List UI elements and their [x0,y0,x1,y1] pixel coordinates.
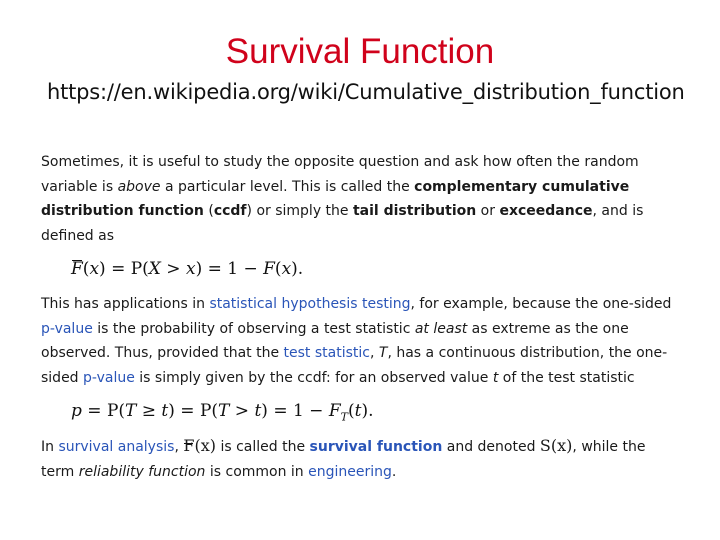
math-var: X [148,259,161,279]
math-text: ). [291,259,304,279]
math-text: ). [361,401,374,421]
formula-p-value [71,393,681,429]
term-survival-function[interactable]: survival function [309,439,443,455]
math-var: T [125,401,137,421]
inline-formula-fbar [183,436,216,455]
text: as extreme as the one observed. Thus, provided that the [41,320,629,361]
term-tail-distribution: tail distribution [352,203,477,219]
term-ccdf: complementary cumulative distribution function [41,178,630,219]
text: or [476,203,500,219]
math-var: T [218,401,230,421]
paragraph-definition [41,150,681,248]
text: ) or simply the [246,203,353,219]
term-exceedance: exceedance [499,203,593,219]
var-T: T [378,345,388,361]
math-var: x [89,259,100,279]
math-var: x [281,259,292,279]
text: of the test statistic [498,369,635,386]
text: , has a continuous distribution, the one-sided [41,345,668,386]
link-test-statistic[interactable]: test statistic [283,345,370,361]
math-text: ( [194,436,201,455]
emphasis-at-least: at least [414,320,468,337]
text: , [174,439,184,455]
link-survival-analysis[interactable]: survival analysis [58,439,175,455]
math-text: ) = P( [99,259,149,279]
emphasis-reliability-function: reliability function [78,463,206,480]
math-text: ( [347,401,355,421]
math-text: > [160,259,186,279]
link-p-value[interactable]: p-value [41,320,93,337]
formula-ccdf [71,251,681,287]
text: is simply given by the ccdf: for an observed value [134,369,493,386]
math-text: ( [274,259,282,279]
link-hypothesis-testing[interactable]: statistical hypothesis testing [209,296,411,312]
text: , while the term [41,439,646,480]
paragraph-survival [41,434,681,484]
emphasis-above: above [117,178,161,195]
f-bar-symbol: F [183,434,194,459]
paragraph-applications [41,292,681,390]
link-engineering[interactable]: engineering [308,463,392,480]
math-var: x [557,436,567,455]
math-var: F [263,259,275,279]
math-text: > [229,401,255,421]
text: is the probability of observing a test statistic [92,320,415,337]
math-text: ) [209,436,216,455]
var-t: t [492,369,499,386]
article-excerpt [41,150,681,484]
text: In [41,439,59,455]
math-var: t [354,401,362,421]
math-text: ) = 1 − [261,401,329,421]
text: a particular level. This is called the [160,178,415,195]
text: . [391,463,397,480]
text: , [369,345,379,361]
term-ccdf-abbr: ccdf [213,203,247,219]
text: is common in [205,463,309,480]
math-var: p [71,401,82,421]
link-p-value-2[interactable]: p-value [83,369,135,386]
text: This has applications in [41,296,210,312]
math-var: x [200,436,210,455]
math-text: ( [82,259,90,279]
math-var: t [161,401,169,421]
math-text: ( [550,436,558,455]
inline-formula-s [540,436,573,455]
math-text: ) = P( [168,401,219,421]
f-bar-symbol: F [71,251,83,287]
math-text: ) = 1 − [195,259,264,279]
math-text: ) [566,436,573,455]
math-subscript: T [340,410,348,424]
math-var: S [539,436,551,455]
text: ( [203,203,214,219]
math-var: t [254,401,262,421]
math-var: F [328,401,341,421]
math-text: = P( [81,401,126,421]
text: and denoted [442,439,540,455]
text: , for example, because the one-sided [410,296,672,312]
math-var: x [185,259,196,279]
source-url: https://en.wikipedia.org/wiki/Cumulative_distribution_function [47,80,685,104]
math-text: ≥ [136,401,162,421]
text: is called the [216,439,310,455]
text: , and is defined as [41,203,644,244]
slide-title: Survival Function [225,32,495,71]
text: Sometimes, it is useful to study the opposite question and ask how often the random variable is [41,154,639,195]
